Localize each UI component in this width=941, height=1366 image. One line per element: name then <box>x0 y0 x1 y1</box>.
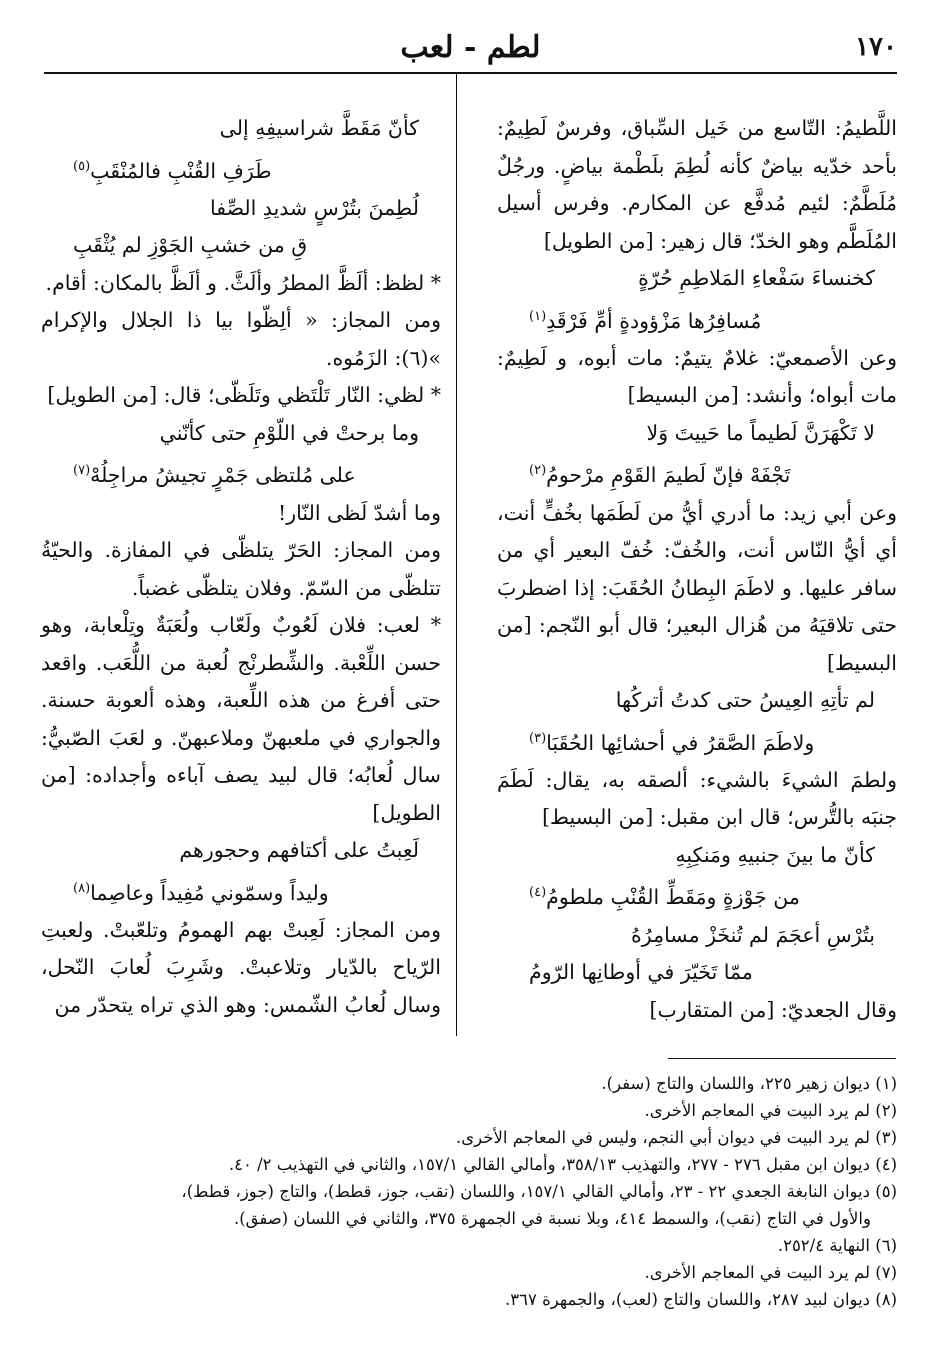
verse-text: مُسافِرُها مَزْؤودةٍ أمِّ فَرْقَدِ <box>546 308 762 333</box>
paragraph: وعن أبي زيد: ما أدري أيُّ من لَطَمَها بخُفٍّ أنت، أي أيُّ النّاس أنت، والخُفّ: خُفّ البعير أي من سافر عليها. و لاطَمَ البِطانُ الحُقَبَ: إذا اضطربَ حتى تلاقيَهُ من هُزال البعير؛ قال أبو النّجم: [من البسيط] <box>497 500 897 675</box>
footnote: (٧) لم يرد البيت في المعاجم الأخرى. <box>644 1263 897 1282</box>
header-rule <box>44 72 897 74</box>
verse <box>41 110 441 190</box>
verse-text: من جَوْزةٍ ومَقَطِّ القُنْبِ ملطومُ <box>546 885 800 910</box>
footnote-marker: (٧) <box>73 463 91 479</box>
verse-second-hemistich <box>63 227 419 265</box>
footnote: (٦) النهاية ٢٥٢/٤. <box>777 1236 897 1255</box>
footnote-marker: (٢) <box>529 463 547 479</box>
verse-first-hemistich: كأنّ ما بينَ جنبيهِ ومَنكِبِهِ <box>675 842 875 867</box>
verse-second-hemistich <box>519 452 875 494</box>
verse-second-hemistich <box>63 148 419 190</box>
verse-second-hemistich <box>519 874 875 916</box>
verse-second-hemistich <box>63 870 419 912</box>
verse-first-hemistich: لم تأتِهِ العِيسُ حتى كدتُ أتركُها <box>615 688 875 713</box>
verse <box>497 917 897 992</box>
paragraph: وعن الأصمعيّ: غلامٌ يتيمٌ: مات أبوه، و لَطِيمٌ: مات أبواه؛ وأنشد: [من البسيط] <box>497 345 897 408</box>
footnote-marker: (٣) <box>529 730 547 746</box>
verse <box>497 415 897 495</box>
verse-text: على مُلتظى جَمْرٍ تجيشُ مراجِلُهْ <box>90 463 356 488</box>
footnote: (١) ديوان زهير ٢٢٥، واللسان والتاج (سفر). <box>601 1074 897 1093</box>
verse-first-hemistich: لَعِبتُ على أكتافهم وحجورهم <box>179 838 419 863</box>
verse-text: ولاطَمَ الصَّقرُ في أحشائِها الحُقَبَا <box>546 730 815 755</box>
verse <box>41 832 441 912</box>
footnote: (٤) ديوان ابن مقبل ٢٧٦ - ٢٧٧، والتهذيب ٣٥٨/١٣، وأمالي القالي ١٥٧/١، والثاني في التهذيب ٢/ ٤٠. <box>228 1155 897 1174</box>
left-column <box>41 110 441 1024</box>
paragraph: ومن المجاز: لَعِبتْ بهم الهمومُ وتلعّبتْ. ولعبتِ الرّياح بالدّيار وتلاعبتْ. وشَرِبَ لُعابَ النّحل، وسال لُعابُ الشّمس: وهو الذي تراه يتحدّر من <box>41 917 441 1017</box>
paragraph: * لعب: فلان لَعُوبٌ ولَعّاب ولُعَبَةٌ وتِلْعابة، وهو حسن اللِّعْبة. والشِّطرنْج لُعبة من اللُّعَب. واقعد حتى أفرغ من هذه اللِّعبة، وهذه ألعوبة حسنة. والجواري في ملعبهنّ وملاعبهنّ. و لعَبَ الصّبيُّ: سال لُعابُه؛ قال لبيد يصف آباءه وأجداده: [من الطويل] <box>41 613 441 825</box>
page-number: ١٧٠ <box>855 32 897 62</box>
paragraph: وما أشدّ لَظى النّار! <box>278 500 441 525</box>
paragraph: ولطمَ الشيءَ بالشيء: ألصقه به، يقال: لَطَمَ جنبَه بالتُّرس؛ قال ابن مقبل: [من البسيط] <box>497 767 897 830</box>
verse <box>497 682 897 762</box>
verse <box>497 260 897 340</box>
verse-first-hemistich: لا تَكْهَرَنَّ لَطيماً ما حَييتَ وَلا <box>646 420 875 445</box>
verse-text: ممّا تَخَيّرَ في أوطانِها الرّومُ <box>529 960 753 985</box>
paragraph: اللَّطيمُ: التّاسع من خَيل السِّباق، وفرسٌ لَطِيمٌ: بأحد خدّيه بياضٌ كأنه لُطِمَ بلَطْمة بياضٍ. ورجُلٌ مُلَطَّمٌ: لئيم مُدفَّع عن المكارم. وفرس أسيل المُلَطَّم وهو الخدّ؛ قال زهير: [من الطويل] <box>497 116 897 253</box>
footnote: (٣) لم يرد البيت في ديوان أبي النجم، وليس في المعاجم الأخرى. <box>456 1128 897 1147</box>
footnote-marker: (٨) <box>73 880 91 896</box>
verse-second-hemistich <box>519 298 875 340</box>
right-column <box>497 110 897 1029</box>
verse <box>41 415 441 495</box>
verse-second-hemistich <box>63 452 419 494</box>
verse-text: وليداً وسمّوني مُفِيداً وعاصِما <box>90 880 329 905</box>
page-title: لطم - لعب <box>400 30 541 65</box>
verse-first-hemistich: لُطِمنَ بتُرْسٍ شديدِ الصِّفا <box>209 195 419 220</box>
footnote-marker: (٤) <box>529 885 547 901</box>
paragraph: * لظي: النّار تَلْتَظي وتَلَظّى؛ قال: [من الطويل] <box>47 383 441 408</box>
footnote-rule <box>668 1058 896 1059</box>
verse-text: قِ من خشبِ الجَوْزِ لم يُثْقَبِ <box>73 233 308 258</box>
verse-first-hemistich: بتُرْسِ أعجَمَ لم تُنخَزْ مسامِرُهُ <box>631 922 875 947</box>
paragraph: ومن المجاز: « ألِظّوا بيا ذا الجلال والإكرام »(٦): الزَمُوه. <box>41 308 441 370</box>
footnote: والأول في التاج (نقب)، والسمط ٤١٤، وبلا نسبة في الجمهرة ٣٧٥، والثاني في اللسان (صفق). <box>233 1209 871 1228</box>
paragraph: ومن المجاز: الحَرّ يتلظّى في المفازة. والحيّةُ تتلظّى من السّمّ. وفلان يتلظّى غضباً. <box>41 538 441 600</box>
verse-second-hemistich <box>519 720 875 762</box>
verse-first-hemistich: وما برحتْ في اللّوْمِ حتى كأنّني <box>159 420 419 445</box>
footnote-marker: (١) <box>529 308 547 324</box>
footnotes <box>44 1070 897 1313</box>
verse-first-hemistich: كأنّ مَقَطَّ شراسيفِهِ إلى <box>219 116 419 140</box>
verse <box>497 837 897 917</box>
verse-text: طَرَفِ القُنْبِ فالمُنْقَبِ <box>90 158 272 183</box>
footnote: (٨) ديوان لبيد ٢٨٧، واللسان والتاج (لعب)، والجمهرة ٣٦٧. <box>505 1290 897 1309</box>
paragraph: وقال الجعديّ: [من المتقارب] <box>649 997 897 1022</box>
footnote: (٥) ديوان النابغة الجعدي ٢٢ - ٢٣، وأمالي القالي ١٥٧/١، واللسان (نقب، جوز، قطط)، والتاج (جوز، قطط)، <box>181 1182 897 1201</box>
verse-first-hemistich: كخنساءَ سَفْعاءِ المَلاطِمِ حُرّةٍ <box>638 266 875 290</box>
verse-text: تَجْفَهْ فإنّ لَطيمَ القَوْمِ مرْحومُ <box>546 463 791 488</box>
footnote-marker: (٥) <box>73 158 91 174</box>
page-header <box>44 28 897 76</box>
paragraph: * لظظ: ألَظَّ المطرُ وألَثَّ. و ألَظَّ بالمكان: أقام. <box>45 270 441 295</box>
verse-second-hemistich <box>519 954 875 992</box>
column-divider <box>456 74 457 1036</box>
footnote: (٢) لم يرد البيت في المعاجم الأخرى. <box>644 1101 897 1120</box>
verse <box>41 190 441 265</box>
